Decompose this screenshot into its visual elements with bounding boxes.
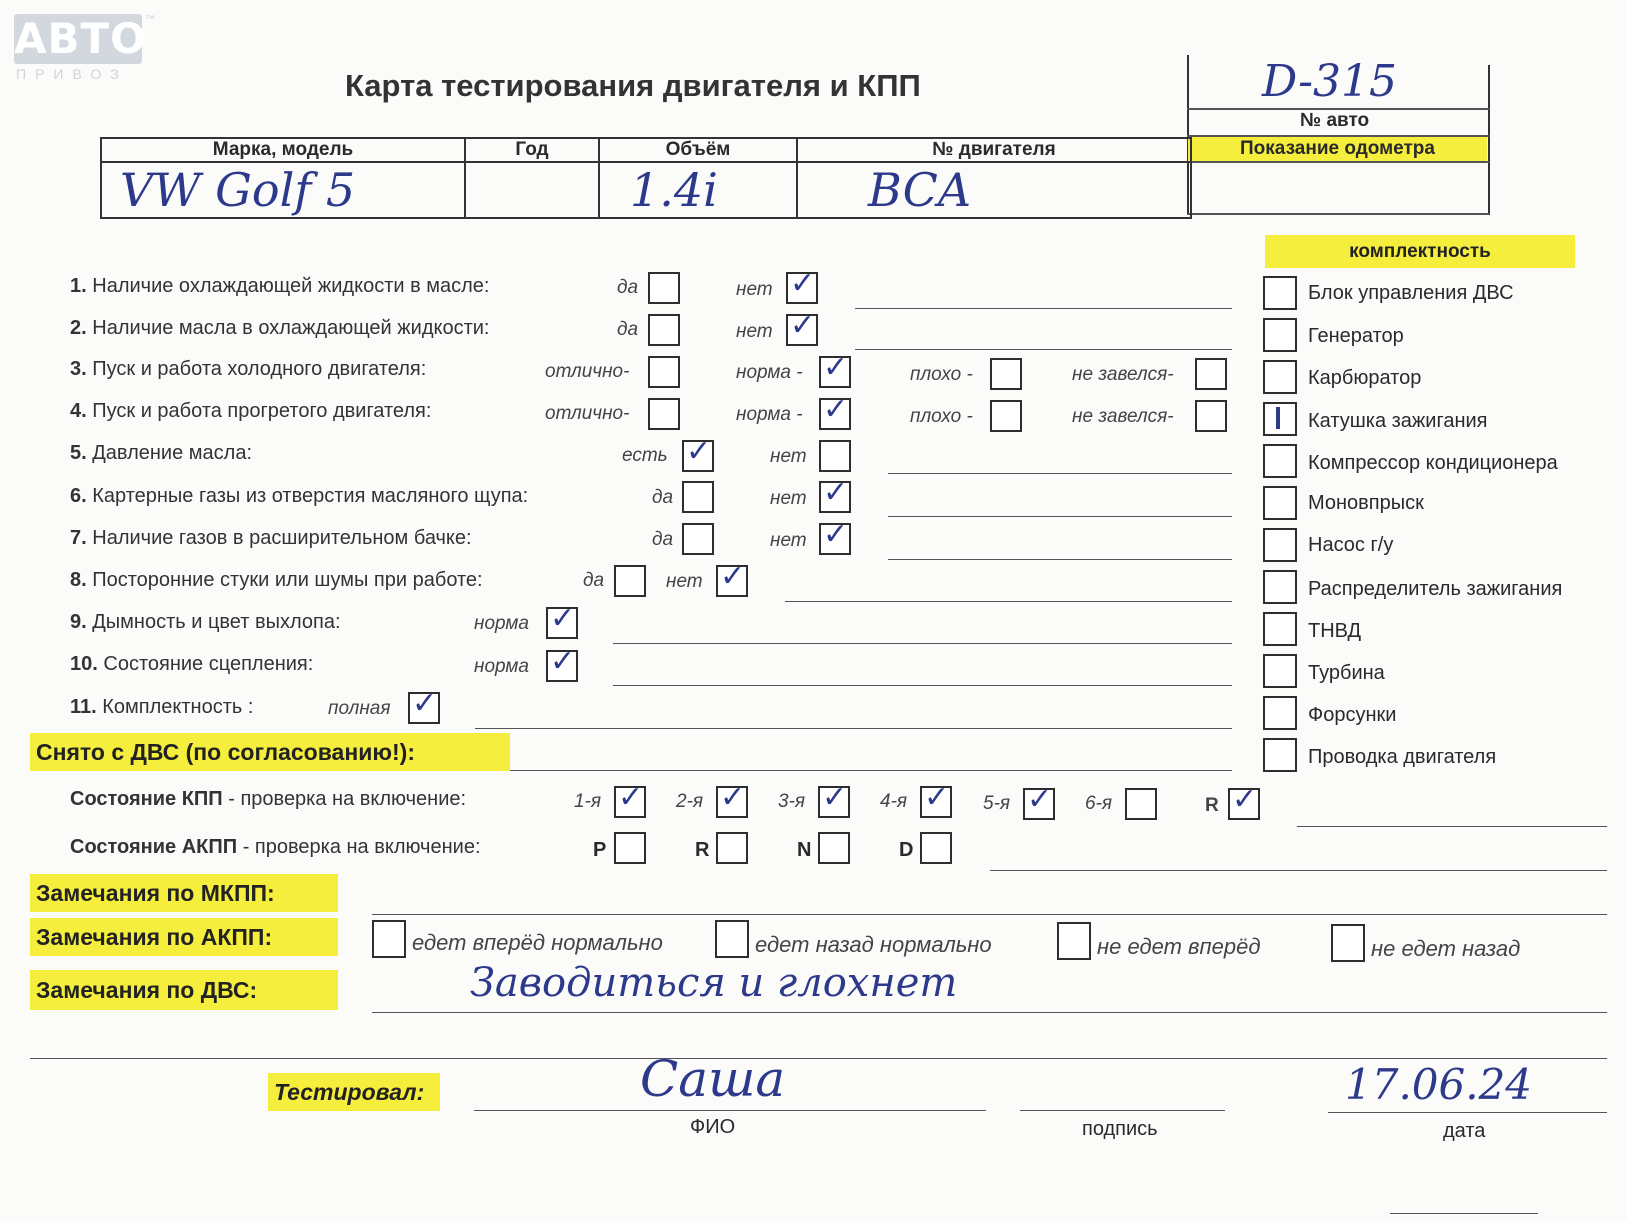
question-8: 8. Посторонние стуки или шумы при работе: bbox=[70, 569, 483, 591]
akpp-opt-back-ok-checkbox[interactable] bbox=[715, 920, 749, 958]
akpp-opt-forward-ok: едет вперёд нормально bbox=[412, 930, 663, 955]
volume-value: 1.4i bbox=[599, 162, 797, 218]
akpp-opt-no-forward: не едет вперёд bbox=[1097, 934, 1261, 959]
car-number-label: № авто bbox=[1300, 110, 1370, 131]
akpp-d-checkbox[interactable] bbox=[920, 832, 952, 864]
logo-tm: ™ bbox=[145, 14, 155, 25]
remarks-mkpp-label: Замечания по МКПП: bbox=[30, 874, 338, 912]
completeness-item-1: Генератор bbox=[1308, 325, 1404, 347]
q3-no-start-checkbox[interactable] bbox=[1195, 358, 1227, 390]
q4-no-start-checkbox[interactable] bbox=[1195, 400, 1227, 432]
avto-privoz-logo bbox=[14, 14, 147, 82]
akpp-opt-back-ok: едет назад нормально bbox=[755, 932, 992, 957]
q2-no-checkbox[interactable]: ✓ bbox=[786, 314, 818, 346]
q1-yes-label: да bbox=[617, 277, 639, 298]
car-box-right-border bbox=[1488, 65, 1490, 215]
akpp-opt-forward-ok-checkbox[interactable] bbox=[372, 920, 406, 958]
kpp-gear-r-checkbox[interactable]: ✓ bbox=[1228, 788, 1260, 820]
kpp-gear-1-checkbox[interactable]: ✓ bbox=[614, 786, 646, 818]
q3-bad-checkbox[interactable] bbox=[990, 358, 1022, 390]
kpp-gear-4-checkbox[interactable]: ✓ bbox=[920, 786, 952, 818]
completeness-item-11: Проводка двигателя bbox=[1308, 746, 1497, 768]
q4-excellent-label: отлично- bbox=[545, 403, 630, 424]
completeness-item-7: Распределитель зажигания bbox=[1308, 578, 1563, 600]
engine-no-value: BCA bbox=[797, 162, 1191, 218]
akpp-r-label: R bbox=[695, 839, 710, 861]
q7-no-label: нет bbox=[770, 530, 807, 551]
completeness-item-5: Моновпрыск bbox=[1308, 492, 1424, 514]
tested-label: Тестировал: bbox=[268, 1073, 440, 1111]
q11-full-label: полная bbox=[328, 698, 391, 719]
completeness-checkbox-10[interactable] bbox=[1263, 696, 1297, 730]
akpp-p-label: P bbox=[593, 839, 607, 861]
question-9: 9. Дымность и цвет выхлопа: bbox=[70, 611, 341, 633]
akpp-n-label: N bbox=[797, 839, 812, 861]
question-7: 7. Наличие газов в расширительном бачке: bbox=[70, 527, 472, 549]
completeness-checkbox-9[interactable] bbox=[1263, 654, 1297, 688]
question-5: 5. Давление масла: bbox=[70, 442, 252, 464]
q2-yes-checkbox[interactable] bbox=[648, 314, 680, 346]
completeness-title: комплектность bbox=[1265, 235, 1575, 268]
completeness-item-0: Блок управления ДВС bbox=[1308, 282, 1514, 304]
q7-no-checkbox[interactable]: ✓ bbox=[819, 523, 851, 555]
completeness-checkbox-2[interactable] bbox=[1263, 360, 1297, 394]
akpp-label: Состояние АКПП - проверка на включение: bbox=[70, 836, 481, 858]
completeness-item-8: ТНВД bbox=[1308, 620, 1362, 642]
q3-normal-checkbox[interactable]: ✓ bbox=[819, 356, 851, 388]
q2-no-label: нет bbox=[736, 321, 773, 342]
q4-bad-label: плохо - bbox=[910, 406, 973, 427]
q7-yes-label: да bbox=[652, 529, 674, 550]
completeness-checkbox-1[interactable] bbox=[1263, 318, 1297, 352]
remarks-akpp-label: Замечания по АКПП: bbox=[30, 918, 338, 956]
q4-normal-label: норма - bbox=[736, 404, 803, 425]
q3-no-start-label: не завелся- bbox=[1072, 364, 1174, 385]
q10-normal-label: норма bbox=[474, 656, 529, 677]
q5-no-label: нет bbox=[770, 446, 807, 467]
tester-name: Саша bbox=[640, 1050, 786, 1108]
q8-no-label: нет bbox=[666, 571, 703, 592]
col-make-model: Марка, модель bbox=[101, 138, 465, 162]
page-title: Карта тестирования двигателя и КПП bbox=[345, 68, 921, 103]
q5-no-checkbox[interactable] bbox=[819, 440, 851, 472]
akpp-n-checkbox[interactable] bbox=[818, 832, 850, 864]
signature-caption: подпись bbox=[1082, 1118, 1158, 1140]
q6-yes-checkbox[interactable] bbox=[682, 481, 714, 513]
remarks-dvs-value: Заводиться и глохнет bbox=[470, 960, 958, 1006]
completeness-item-3: Катушка зажигания bbox=[1308, 410, 1488, 432]
q2-yes-label: да bbox=[617, 319, 639, 340]
q3-excellent-label: отлично- bbox=[545, 361, 630, 382]
q7-yes-checkbox[interactable] bbox=[682, 523, 714, 555]
year-value bbox=[465, 162, 599, 218]
kpp-gear-2-checkbox[interactable]: ✓ bbox=[716, 786, 748, 818]
completeness-item-4: Компрессор кондиционера bbox=[1308, 452, 1558, 474]
kpp-gear-5-checkbox[interactable]: ✓ bbox=[1023, 788, 1055, 820]
completeness-checkbox-11[interactable] bbox=[1263, 738, 1297, 772]
q1-no-checkbox[interactable]: ✓ bbox=[786, 272, 818, 304]
q1-no-label: нет bbox=[736, 279, 773, 300]
kpp-gear-4-label: 4-я bbox=[880, 791, 908, 812]
q11-full-checkbox[interactable]: ✓ bbox=[408, 692, 440, 724]
question-3: 3. Пуск и работа холодного двигателя: bbox=[70, 358, 427, 380]
q10-normal-checkbox[interactable]: ✓ bbox=[546, 650, 578, 682]
q6-no-checkbox[interactable]: ✓ bbox=[819, 481, 851, 513]
col-engine-no: № двигателя bbox=[797, 138, 1191, 162]
q9-normal-label: норма bbox=[474, 613, 529, 634]
date-caption: дата bbox=[1443, 1120, 1486, 1142]
completeness-item-2: Карбюратор bbox=[1308, 367, 1422, 389]
akpp-r-checkbox[interactable] bbox=[716, 832, 748, 864]
kpp-gear-1-label: 1-я bbox=[574, 791, 602, 812]
completeness-item-10: Форсунки bbox=[1308, 704, 1397, 726]
kpp-gear-3-label: 3-я bbox=[778, 791, 806, 812]
completeness-item-6: Насос г/у bbox=[1308, 534, 1394, 556]
make-model-value: VW Golf 5 bbox=[101, 162, 465, 218]
q4-excellent-checkbox[interactable] bbox=[648, 398, 680, 430]
question-11: 11. Комплектность : bbox=[70, 696, 254, 718]
kpp-gear-6-label: 6-я bbox=[1085, 793, 1113, 814]
q8-yes-label: да bbox=[583, 570, 605, 591]
question-1: 1. Наличие охлаждающей жидкости в масле: bbox=[70, 275, 490, 297]
odometer-value bbox=[1190, 165, 1480, 210]
akpp-d-label: D bbox=[899, 839, 914, 861]
q4-bad-checkbox[interactable] bbox=[990, 400, 1022, 432]
akpp-p-checkbox[interactable] bbox=[614, 832, 646, 864]
q3-normal-label: норма - bbox=[736, 362, 803, 383]
completeness-checkbox-5[interactable] bbox=[1263, 486, 1297, 520]
odometer-label: Показание одометра bbox=[1188, 137, 1487, 161]
col-volume: Объём bbox=[599, 138, 797, 162]
q3-bad-label: плохо - bbox=[910, 364, 973, 385]
completeness-checkbox-6[interactable] bbox=[1263, 528, 1297, 562]
completeness-checkbox-3[interactable] bbox=[1263, 402, 1297, 436]
q4-no-start-label: не завелся- bbox=[1072, 406, 1174, 427]
logo-main: АВТО bbox=[14, 14, 147, 63]
q8-no-checkbox[interactable]: ✓ bbox=[716, 565, 748, 597]
completeness-checkbox-8[interactable] bbox=[1263, 612, 1297, 646]
kpp-label: Состояние КПП - проверка на включение: bbox=[70, 788, 467, 810]
kpp-gear-3-checkbox[interactable]: ✓ bbox=[818, 786, 850, 818]
test-date: 17.06.24 bbox=[1345, 1060, 1533, 1109]
remarks-dvs-label: Замечания по ДВС: bbox=[30, 970, 338, 1010]
q8-yes-checkbox[interactable] bbox=[614, 565, 646, 597]
kpp-gear-r-label: R bbox=[1205, 795, 1219, 816]
logo-sub: ПРИВОЗ bbox=[16, 66, 128, 82]
q1-yes-checkbox[interactable] bbox=[648, 272, 680, 304]
completeness-checkbox-7[interactable] bbox=[1263, 570, 1297, 604]
akpp-opt-no-back-checkbox[interactable] bbox=[1331, 924, 1365, 962]
akpp-opt-no-forward-checkbox[interactable] bbox=[1057, 922, 1091, 960]
q3-excellent-checkbox[interactable] bbox=[648, 356, 680, 388]
vehicle-header-table bbox=[100, 137, 1192, 219]
q4-normal-checkbox[interactable]: ✓ bbox=[819, 398, 851, 430]
kpp-gear-5-label: 5-я bbox=[983, 793, 1011, 814]
completeness-item-9: Турбина bbox=[1308, 662, 1385, 684]
col-year: Год bbox=[465, 138, 599, 162]
q6-yes-label: да bbox=[652, 487, 674, 508]
question-10: 10. Состояние сцепления: bbox=[70, 653, 314, 675]
removed-label: Снято с ДВС (по согласованию!): bbox=[30, 733, 510, 771]
q5-yes-checkbox[interactable]: ✓ bbox=[682, 440, 714, 472]
kpp-gear-6-checkbox[interactable] bbox=[1125, 788, 1157, 820]
question-6: 6. Картерные газы из отверстия масляного щупа: bbox=[70, 485, 529, 507]
q6-no-label: нет bbox=[770, 488, 807, 509]
question-4: 4. Пуск и работа прогретого двигателя: bbox=[70, 400, 432, 422]
completeness-checkbox-0[interactable] bbox=[1263, 276, 1297, 310]
completeness-checkbox-4[interactable] bbox=[1263, 444, 1297, 478]
kpp-gear-2-label: 2-я bbox=[676, 791, 704, 812]
car-number-value: D-315 bbox=[1262, 56, 1397, 107]
question-2: 2. Наличие масла в охлаждающей жидкости: bbox=[70, 317, 490, 339]
name-caption: ФИО bbox=[690, 1116, 736, 1138]
akpp-opt-no-back: не едет назад bbox=[1371, 936, 1521, 961]
q5-yes-label: есть bbox=[622, 445, 668, 466]
q9-normal-checkbox[interactable]: ✓ bbox=[546, 607, 578, 639]
